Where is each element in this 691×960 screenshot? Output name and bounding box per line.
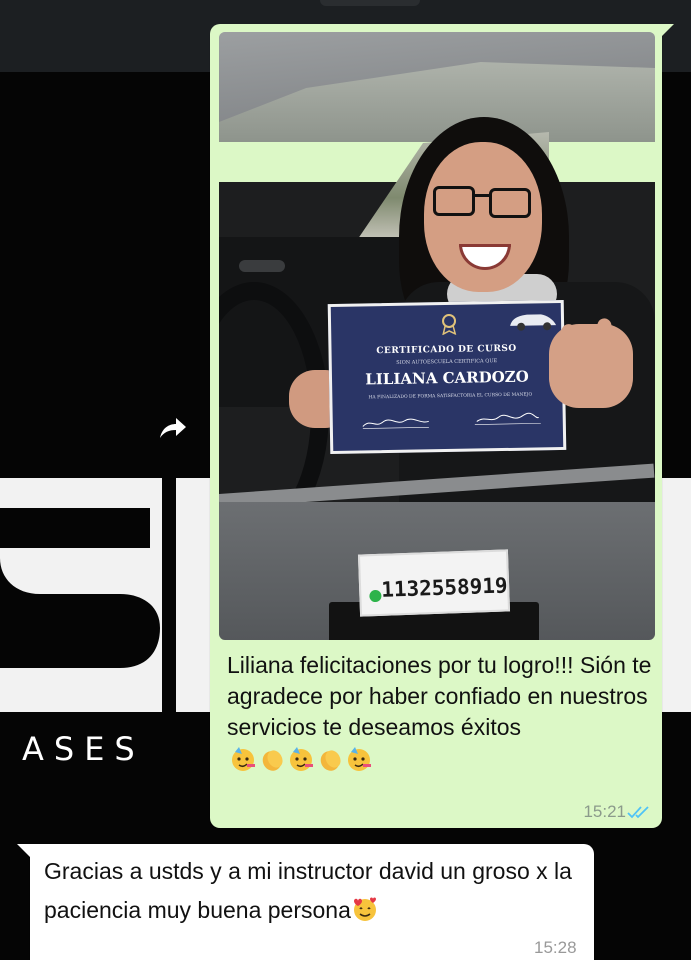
glasses-right-lens [489, 188, 531, 218]
wallpaper-logo-shape [0, 478, 214, 712]
partying-face-emoji-icon [346, 746, 372, 772]
wallpaper-brand-text: ASES [22, 730, 145, 768]
door-handle [239, 260, 285, 272]
car-phone-sign [358, 549, 510, 616]
glasses-left-lens [433, 186, 475, 216]
incoming-message-body: Gracias a ustds y a mi instructor david un groso x la paciencia muy buena persona [44, 858, 572, 923]
incoming-bubble-tail [17, 844, 31, 858]
outgoing-bubble-tail [660, 24, 674, 38]
certificate-description: HA FINALIZADO DE FORMA SATISFACTORIA EL CURSO DE MANEJO [368, 392, 533, 401]
double-check-icon [626, 804, 656, 820]
outgoing-message-meta [560, 800, 660, 822]
forward-icon[interactable] [154, 410, 190, 446]
clapping-hands-emoji-icon [259, 746, 285, 772]
certificate-recipient: LILIANA CARDOZO [365, 367, 529, 389]
car-phone-number: 1132558919 [380, 573, 508, 602]
certificate-subtitle: SION AUTOESCUELA CERTIFICA QUE [396, 358, 498, 366]
clapping-hands-emoji-icon [317, 746, 343, 772]
signature-left [361, 415, 431, 430]
incoming-message-text [44, 852, 584, 930]
outgoing-message-text [227, 650, 652, 774]
emoji-row [230, 746, 372, 772]
right-hand [549, 324, 633, 408]
outgoing-message-time: 15:21 [583, 802, 626, 821]
glasses-bridge [473, 194, 491, 197]
certificate [328, 300, 567, 454]
partying-face-emoji-icon [230, 746, 256, 772]
signature-right [473, 411, 543, 426]
partying-face-emoji-icon [288, 746, 314, 772]
medal-icon [439, 313, 459, 335]
certificate-title: CERTIFICADO DE CURSO [376, 343, 517, 357]
message-photo[interactable] [219, 32, 655, 640]
incoming-message-time: 15:28 [534, 938, 577, 957]
smiling-face-with-hearts-emoji-icon [351, 895, 379, 923]
whatsapp-dot-icon [369, 590, 381, 602]
wallpaper-notch [320, 0, 420, 6]
outgoing-message-body: Liliana felicitaciones por tu logro!!! Sión te agradece por haber confiado en nuestros servicios te deseamos éxitos [227, 652, 652, 740]
car-icon [507, 307, 559, 334]
